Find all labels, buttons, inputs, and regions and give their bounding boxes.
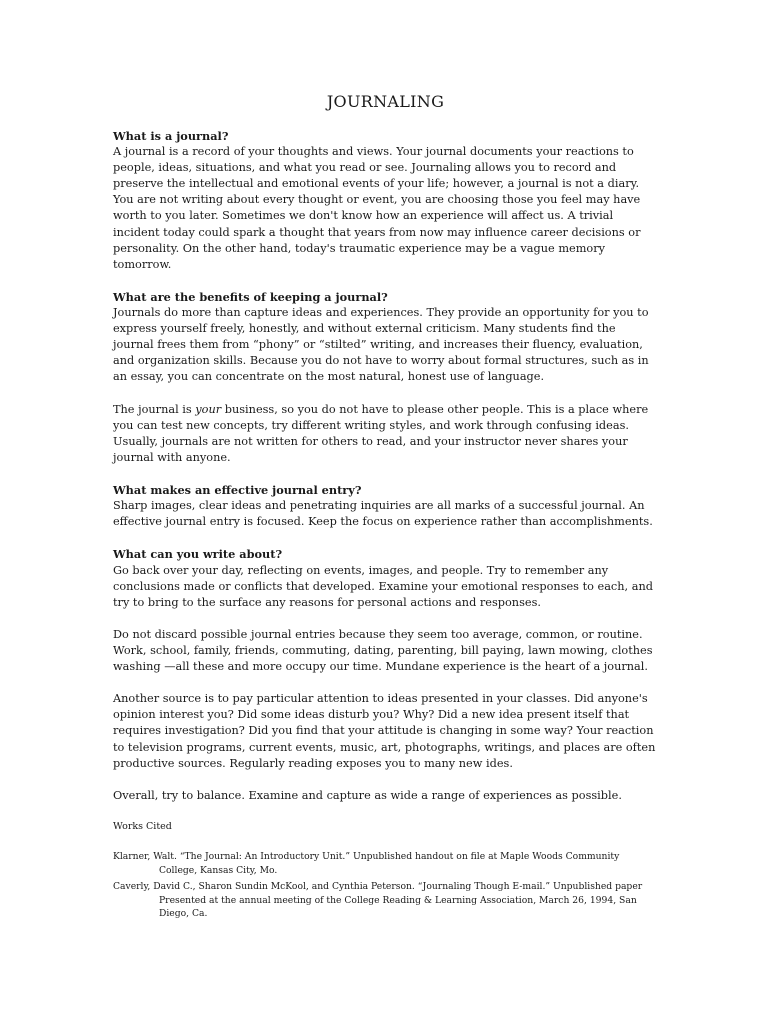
section-what-is-a-journal [113,128,658,273]
works-cited [113,820,658,921]
paragraph: Do not discard possible journal entries because they seem too average, common, or routine. Work, school, family, friends, commuting, dating, parenting, bill paying, lawn mowing, clothes washing —all these and more occupy our time. Mundane experience is the heart of a journal. [113,627,653,674]
paragraph: Another source is to pay particular attention to ideas presented in your classes. Did anyone's opinion interest you? Did some ideas disturb you? Why? Did a new idea present itself that requires investigation? Did you find that your attitude is changing in some way? Your reaction to television programs, current events, music, art, photographs, writings, and places are often productive sources. Regularly reading exposes you to many new ides. [113,692,656,770]
emphasis: your [195,402,222,416]
citation: Klarner, Walt. “The Journal: An Introductory Unit.” Unpublished handout on file at Maple Woods Community College, Kansas City, Mo. [113,851,620,876]
section-heading: What are the benefits of keeping a journal? [113,289,388,304]
section-heading: What makes an effective journal entry? [113,483,362,498]
document-body [113,128,658,924]
paragraph: Go back over your day, reflecting on events, images, and people. Try to remember any conclusions made or conflicts that developed. Examine your emotional responses to each, and try to bring to the surface any reasons for personal actions and responses. [113,563,653,609]
paragraph: Overall, try to balance. Examine and capture as wide a range of experiences as possible. [113,788,622,802]
section-heading: What is a journal? [113,129,229,143]
text-run: The journal is [113,402,196,416]
section-what-to-write [113,546,658,804]
page-title: JOURNALING [326,92,445,111]
paragraph: Sharp images, clear ideas and penetrating inquiries are all marks of a successful journal. An effective journal entry is focused. Keep the focus on experience rather than accomplishments. [113,499,653,529]
section-benefits [113,289,658,466]
section-heading: What can you write about? [113,547,283,562]
paragraph: A journal is a record of your thoughts and views. Your journal documents your reactions to people, ideas, situations, and what you read or see. Journaling allows you to record and preserve the intellectual and emotional events of your life; however, a journal is not a diary. You are not writing about every thought or event, you are choosing those you feel may have worth to you later. Sometimes we don't know how an experience will affect us. A trivial incident today could spark a thought that years from now may influence career decisions or personality. On the other hand, today's traumatic experience may be a vague memory tomorrow. [113,145,641,271]
section-effective-entry [113,482,658,530]
works-cited-heading: Works Cited [113,821,172,833]
document-page [113,0,658,1024]
paragraph: Journals do more than capture ideas and experiences. They provide an opportunity for you to express yourself freely, honestly, and without external criticism. Many students find the journal frees them from “phony” or “stilted” writing, and increases their fluency, evaluation, and organization skills. Because you do not have to worry about formal structures, such as in an essay, you can concentrate on the most natural, honest use of language. [113,306,649,384]
citation: Caverly, David C., Sharon Sundin McKool, and Cynthia Peterson. “Journaling Though E-mail.” Unpublished paper Presented at the annual meeting of the College Reading & Learning Association, March 26, 1994, San Diego, Ca. [113,881,643,920]
paragraph [113,402,658,466]
text-run: business, so you do not have to please other people. This is a place where you can test new concepts, try different writing styles, and work through confusing ideas. Usually, journals are not written for others to read, and your instructor never shares your journal with anyone. [113,402,649,464]
